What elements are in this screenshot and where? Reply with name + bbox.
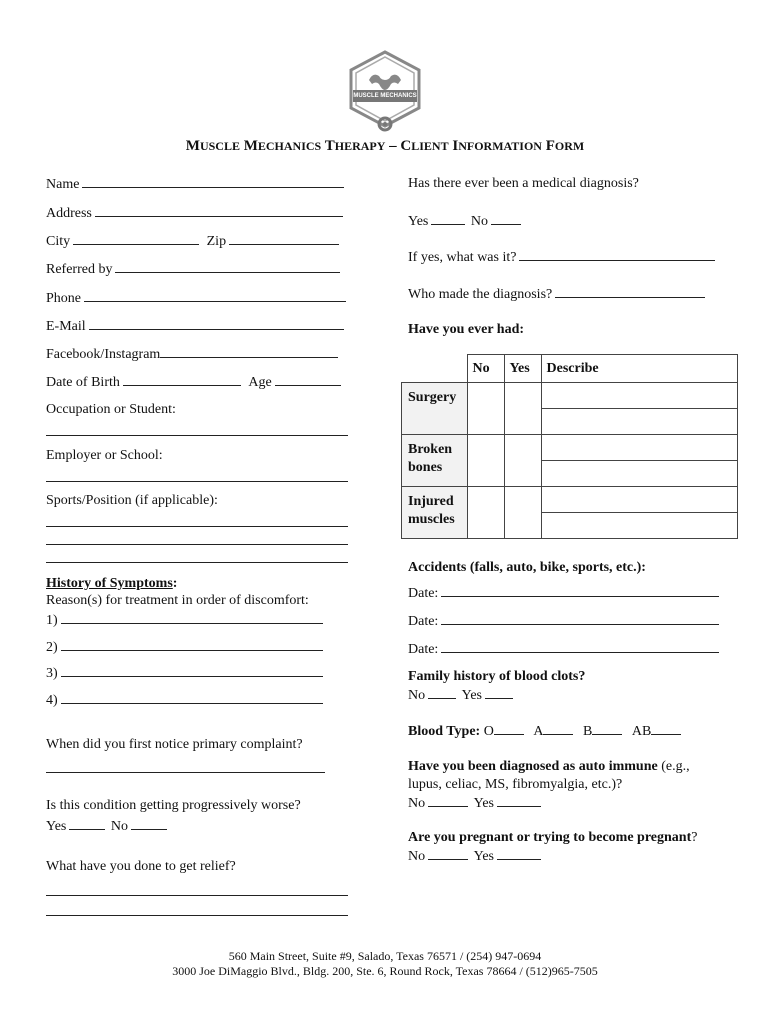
footer-address-2: 3000 Joe DiMaggio Blvd., Bldg. 200, Ste. 6, Round Rock, Texas 78664 / (512)965-7505 bbox=[172, 964, 598, 978]
reason-3-field[interactable]: 3) bbox=[46, 664, 323, 682]
address-field[interactable] bbox=[46, 204, 343, 222]
occupation-line[interactable] bbox=[46, 435, 348, 436]
employer-label: Employer or School: bbox=[46, 448, 163, 463]
relief-line-2[interactable] bbox=[46, 915, 348, 916]
sports-line-1[interactable] bbox=[46, 526, 348, 527]
dob-age-field[interactable] bbox=[46, 373, 341, 391]
email-label: E-Mail bbox=[46, 319, 86, 334]
zip-label: Zip bbox=[206, 234, 227, 249]
auto-immune-answer[interactable]: No Yes bbox=[408, 794, 541, 812]
surgery-yes-cell[interactable] bbox=[504, 383, 541, 435]
city-zip-field[interactable] bbox=[46, 232, 339, 250]
phone-label: Phone bbox=[46, 291, 81, 306]
dob-label: Date of Birth bbox=[46, 375, 120, 390]
who-made-field[interactable]: Who made the diagnosis? bbox=[408, 285, 705, 303]
sports-label: Sports/Position (if applicable): bbox=[46, 493, 218, 508]
injured-muscles-yes-cell[interactable] bbox=[504, 487, 541, 539]
auto-immune-question: Have you been diagnosed as auto immune (e.g., bbox=[408, 759, 690, 774]
broken-bones-describe-2[interactable] bbox=[541, 461, 737, 487]
family-clots-label: Family history of blood clots? bbox=[408, 669, 586, 684]
progressive-answer[interactable]: Yes No bbox=[46, 817, 167, 835]
row-label-injured-muscles: Injured muscles bbox=[402, 487, 468, 539]
surgery-describe-1[interactable] bbox=[541, 383, 737, 409]
logo bbox=[347, 50, 423, 136]
reason-2-field[interactable]: 2) bbox=[46, 638, 323, 656]
table-row bbox=[402, 487, 738, 513]
age-label: Age bbox=[248, 375, 272, 390]
first-notice-line[interactable] bbox=[46, 772, 325, 773]
reason-1-field[interactable]: 1) bbox=[46, 611, 323, 629]
broken-bones-yes-cell[interactable] bbox=[504, 435, 541, 487]
injured-muscles-describe-2[interactable] bbox=[541, 513, 737, 539]
name-label: Name bbox=[46, 177, 80, 192]
have-you-had-label: Have you ever had: bbox=[408, 322, 525, 337]
accidents-label: Accidents (falls, auto, bike, sports, etc.): bbox=[408, 560, 646, 575]
row-label-broken-bones: Broken bones bbox=[402, 435, 468, 487]
first-notice-label: When did you first notice primary complaint? bbox=[46, 737, 303, 752]
medical-history-table bbox=[401, 354, 738, 539]
address-label: Address bbox=[46, 206, 92, 221]
table-row bbox=[402, 435, 738, 461]
injured-muscles-describe-1[interactable] bbox=[541, 487, 737, 513]
facebook-label: Facebook/Instagram bbox=[46, 347, 161, 362]
family-clots-answer[interactable]: No Yes bbox=[408, 686, 513, 704]
row-label-surgery: Surgery bbox=[402, 383, 468, 435]
phone-field[interactable] bbox=[46, 289, 346, 307]
accident-date-2[interactable]: Date: bbox=[408, 612, 719, 630]
progressive-label: Is this condition getting progressively worse? bbox=[46, 798, 301, 813]
referred-field[interactable] bbox=[46, 260, 340, 278]
relief-line-1[interactable] bbox=[46, 895, 348, 896]
what-was-it-field[interactable]: If yes, what was it? bbox=[408, 248, 715, 266]
table-row bbox=[402, 383, 738, 409]
pregnant-question: Are you pregnant or trying to become pregnant? bbox=[408, 830, 698, 845]
sports-line-2[interactable] bbox=[46, 544, 348, 545]
city-label: City bbox=[46, 234, 71, 249]
blood-type-field[interactable]: Blood Type: O A B AB bbox=[408, 722, 681, 740]
accident-date-1[interactable]: Date: bbox=[408, 584, 719, 602]
employer-line[interactable] bbox=[46, 481, 348, 482]
surgery-no-cell[interactable] bbox=[467, 383, 504, 435]
history-heading: History of Symptoms: bbox=[46, 576, 178, 591]
broken-bones-describe-1[interactable] bbox=[541, 435, 737, 461]
relief-label: What have you done to get relief? bbox=[46, 859, 236, 874]
email-field[interactable] bbox=[46, 317, 344, 335]
reasons-label: Reason(s) for treatment in order of discomfort: bbox=[46, 593, 309, 608]
referred-label: Referred by bbox=[46, 262, 113, 277]
accident-date-3[interactable]: Date: bbox=[408, 640, 719, 658]
broken-bones-no-cell[interactable] bbox=[467, 435, 504, 487]
surgery-describe-2[interactable] bbox=[541, 409, 737, 435]
col-describe: Describe bbox=[541, 355, 737, 383]
diagnosis-question: Has there ever been a medical diagnosis? bbox=[408, 176, 639, 191]
facebook-field[interactable] bbox=[46, 345, 338, 363]
reason-4-field[interactable]: 4) bbox=[46, 691, 323, 709]
sports-line-3[interactable] bbox=[46, 562, 348, 563]
injured-muscles-no-cell[interactable] bbox=[467, 487, 504, 539]
col-yes: Yes bbox=[504, 355, 541, 383]
footer-address-1: 560 Main Street, Suite #9, Salado, Texas 76571 / (254) 947-0694 bbox=[228, 949, 542, 963]
diagnosis-answer[interactable]: Yes No bbox=[408, 212, 521, 230]
page-title: MUSCLE MECHANICS THERAPY – CLIENT INFORMATION FORM bbox=[185, 138, 585, 154]
logo-text: MUSCLE MECHANICS bbox=[353, 93, 417, 99]
pregnant-answer[interactable]: No Yes bbox=[408, 847, 541, 865]
occupation-label: Occupation or Student: bbox=[46, 402, 176, 417]
name-field[interactable] bbox=[46, 175, 344, 193]
col-no: No bbox=[467, 355, 504, 383]
auto-immune-examples: lupus, celiac, MS, fibromyalgia, etc.)? bbox=[408, 777, 623, 792]
